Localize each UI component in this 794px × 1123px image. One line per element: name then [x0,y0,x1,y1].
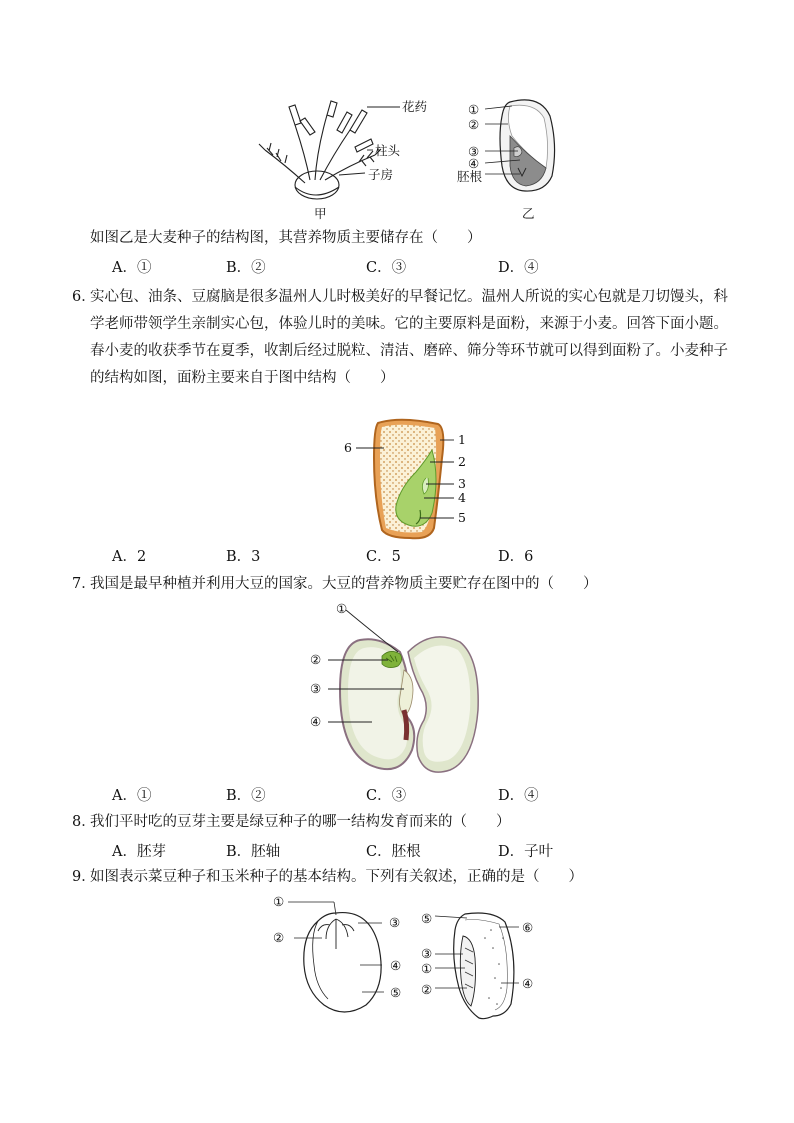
bean-label-3: ③ [389,915,401,930]
wheat-label-6: 6 [344,440,352,455]
bean-label-4: ④ [390,958,402,973]
q7-option-d[interactable]: D．④ [498,788,539,804]
corn-label-1: ① [421,961,433,976]
corn-label-4: ④ [522,976,534,991]
q5-option-b[interactable]: B．② [226,260,266,276]
bean-label-1: ① [273,894,285,909]
q7-stem: 我国是最早种植并利用大豆的国家。大豆的营养物质主要贮存在图中的（ ） [90,576,598,592]
bean-label-2: ② [273,930,285,945]
q8-option-a[interactable]: A．胚芽 [112,844,166,860]
q7-option-a[interactable]: A．① [112,788,152,804]
q6-number: 6． [72,289,96,305]
wheat-label-5: 5 [458,510,466,525]
bean-label-5: ⑤ [390,985,402,1000]
label-barley-2: ② [468,117,480,132]
corn-label-3: ③ [421,946,433,961]
q5-option-d[interactable]: D．④ [498,260,539,276]
wheat-label-1: 1 [458,432,466,447]
label-barley-3: ③ [468,144,480,159]
caption-jia: 甲 [314,206,327,221]
q6-option-d[interactable]: D．6 [498,549,534,565]
q9-number: 9． [72,869,96,885]
label-barley-1: ① [468,102,480,117]
wheat-label-3: 3 [458,476,466,491]
corn-label-6: ⑥ [522,920,534,935]
soybean-label-1: ① [336,601,348,616]
label-anther: 花药 [402,99,428,114]
soybean-label-4: ④ [310,714,322,729]
wheat-label-2: 2 [458,454,466,469]
caption-yi: 乙 [522,206,535,221]
label-barley-radicle: 胚根 [457,169,483,184]
soybean-seed-diagram [300,600,500,780]
q7-number: 7． [72,576,96,592]
soybean-label-2: ② [310,652,322,667]
q7-option-b[interactable]: B．② [226,788,266,804]
corn-label-2: ② [421,982,433,997]
q7-option-c[interactable]: C．③ [366,788,407,804]
q9-stem: 如图表示菜豆种子和玉米种子的基本结构。下列有关叙述，正确的是（ ） [90,869,583,885]
q8-number: 8． [72,814,96,830]
q5-option-a[interactable]: A．① [112,260,152,276]
label-stigma: 柱头 [375,143,401,158]
q5-option-c[interactable]: C．③ [366,260,407,276]
q6-option-c[interactable]: C．5 [366,549,401,565]
corn-label-5: ⑤ [421,911,433,926]
barley-seed-diagram [480,96,570,196]
q6-option-a[interactable]: A．2 [112,549,147,565]
label-barley-4: ④ [468,156,480,171]
bean-seed-diagram [270,895,410,1020]
q6-option-b[interactable]: B．3 [226,549,261,565]
q8-option-d[interactable]: D．子叶 [498,844,554,860]
q5-stem: 如图乙是大麦种子的结构图，其营养物质主要储存在（ ） [90,230,482,246]
wheat-label-4: 4 [458,490,466,505]
q6-stem: 实心包、油条、豆腐脑是很多温州人儿时极美好的早餐记忆。温州人所说的实心包就是刀切馒头，科学老师带领学生亲制实心包，体验儿时的美味。它的主要原料是面粉，来源于小麦。回答下面小题。春小麦的收获季节在夏季，收割后经过脱粒、清洁、磨碎、筛分等环节就可以得到面粉了。小麦种子的结构如图，面粉主要来自于图中结构（ ） [90,289,728,386]
q8-option-c[interactable]: C．胚根 [366,844,421,860]
q8-option-b[interactable]: B．胚轴 [226,844,281,860]
soybean-label-3: ③ [310,681,322,696]
q8-stem: 我们平时吃的豆芽主要是绿豆种子的哪一结构发育而来的（ ） [90,814,511,830]
wheat-seed-diagram [340,418,470,543]
label-ovary: 子房 [368,167,394,182]
